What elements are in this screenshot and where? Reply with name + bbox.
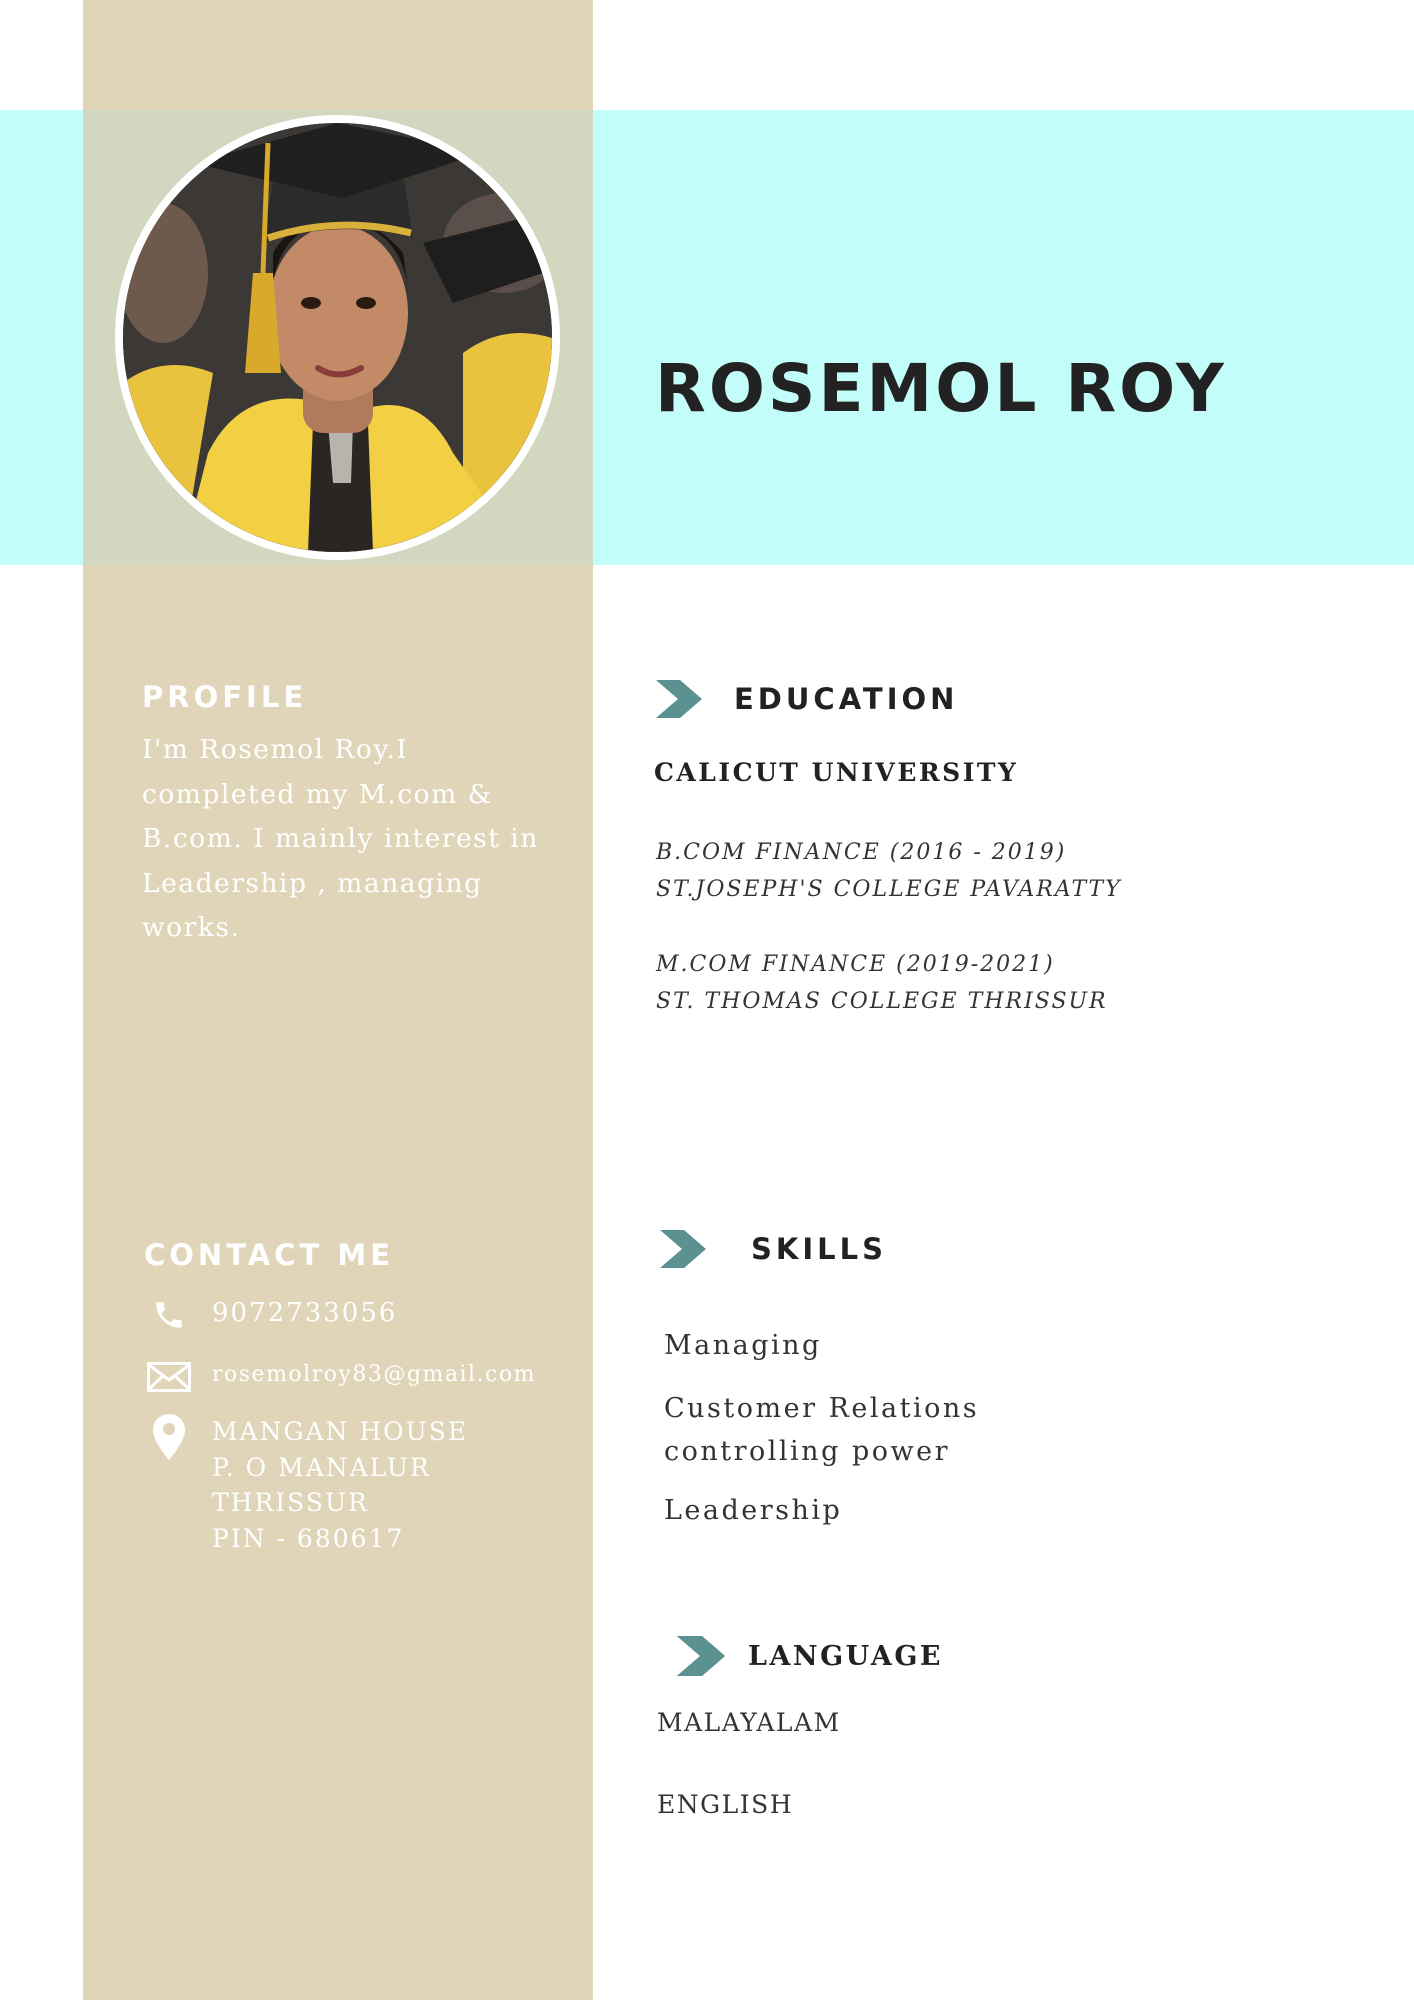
address-line: PIN - 680617 xyxy=(212,1523,405,1553)
skills-header xyxy=(660,1230,887,1268)
phone-icon xyxy=(142,1298,196,1338)
graduate-portrait-image xyxy=(123,123,552,552)
skill-item: Customer Relations xyxy=(664,1393,980,1424)
contact-email-row xyxy=(142,1362,536,1402)
education-heading: EDUCATION xyxy=(734,682,959,716)
email-address[interactable]: rosemolroy83@gmail.com xyxy=(212,1362,536,1387)
profile-text: I'm Rosemol Roy.I completed my M.com & B.com. I mainly interest in Leadership , managing works. xyxy=(142,734,539,943)
contact-heading: CONTACT ME xyxy=(144,1238,395,1272)
education-header xyxy=(656,680,958,718)
chevron-right-icon xyxy=(656,680,702,718)
education-entry xyxy=(656,946,1108,1020)
contact-phone-row xyxy=(142,1298,397,1338)
degree: M.COM FINANCE (2019-2021) xyxy=(656,952,1055,977)
chevron-right-icon xyxy=(676,1636,726,1676)
degree: B.COM FINANCE (2016 - 2019) xyxy=(656,840,1067,865)
education-entry xyxy=(656,834,1122,908)
skill-item: Leadership xyxy=(664,1495,843,1526)
language-item: MALAYALAM xyxy=(657,1708,841,1737)
profile-photo xyxy=(115,115,560,560)
language-heading: LANGUAGE xyxy=(748,1640,943,1672)
location-pin-icon xyxy=(142,1414,196,1454)
university-name: CALICUT UNIVERSITY xyxy=(654,758,1019,787)
address-line: MANGAN HOUSE xyxy=(212,1417,469,1446)
address-block xyxy=(212,1414,468,1556)
college: ST.JOSEPH'S COLLEGE PAVARATTY xyxy=(656,877,1122,902)
profile-heading: PROFILE xyxy=(142,680,308,714)
address-line: THRISSUR xyxy=(212,1488,369,1517)
language-header xyxy=(676,1636,943,1676)
mail-icon xyxy=(142,1362,196,1402)
candidate-name: ROSEMOL ROY xyxy=(655,350,1227,427)
skills-heading: SKILLS xyxy=(751,1232,887,1266)
phone-number[interactable]: 9072733056 xyxy=(212,1298,398,1328)
address-line: P. O MANALUR xyxy=(212,1452,431,1482)
skill-item: controlling power xyxy=(664,1436,950,1467)
language-item: ENGLISH xyxy=(657,1790,794,1819)
skill-item: Managing xyxy=(664,1330,822,1361)
chevron-right-icon xyxy=(660,1230,706,1268)
college: ST. THOMAS COLLEGE THRISSUR xyxy=(656,989,1108,1014)
contact-address-row xyxy=(142,1414,468,1556)
